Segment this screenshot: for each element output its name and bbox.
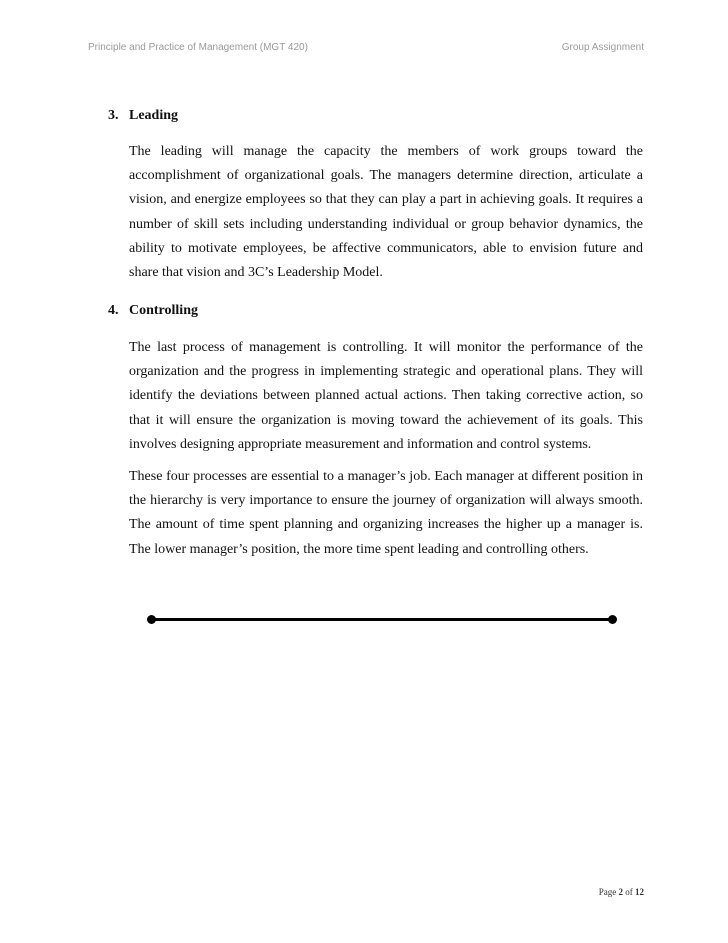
page-header — [88, 42, 644, 58]
divider-line — [152, 618, 612, 621]
header-course-title: Principle and Practice of Management (MGT 420) — [88, 42, 308, 53]
section-heading-leading — [108, 108, 178, 124]
decorative-divider — [146, 615, 618, 625]
controlling-paragraph: The last process of management is controlling. It will monitor the performance of the organization and the progress in implementing strategic and operational plans. They will identify the deviations between planned actual actions. Then taking corrective action, so that it will ensure the organization is moving toward the achievement of its goals. This involves designing appropriate measurement and information and control systems. — [129, 340, 643, 452]
leading-paragraph: The leading will manage the capacity the members of work groups toward the accomplishment of organizational goals. The managers determine direction, articulate a vision, and energize employees so that they can play a part in achieving goals. It requires a number of skill sets including understanding individual or group behavior dynamics, the ability to motivate employees, be affective communicators, able to envision future and share that vision and 3C’s Leadership Model. — [129, 144, 643, 281]
footer-of-word: of — [625, 887, 633, 897]
section-number: 3. — [108, 108, 119, 123]
section-number: 4. — [108, 303, 119, 318]
section-heading-controlling — [108, 303, 198, 319]
footer-page-word: Page — [598, 887, 617, 897]
section-title: Leading — [129, 108, 179, 123]
divider-right-dot — [608, 615, 617, 624]
header-assignment-label: Group Assignment — [561, 42, 644, 53]
footer-current-page: 2 — [618, 887, 623, 897]
divider-left-dot — [147, 615, 156, 624]
footer-total-pages: 12 — [635, 887, 644, 897]
section-title: Controlling — [129, 303, 198, 318]
page-number-footer — [560, 887, 644, 897]
summary-paragraph: These four processes are essential to a manager’s job. Each manager at different position in the hierarchy is very importance to ensure the journey of organization will always smooth. The amount of time spent planning and organizing increases the higher up a manager is. The lower manager’s position, the more time spent leading and controlling others. — [129, 469, 643, 557]
